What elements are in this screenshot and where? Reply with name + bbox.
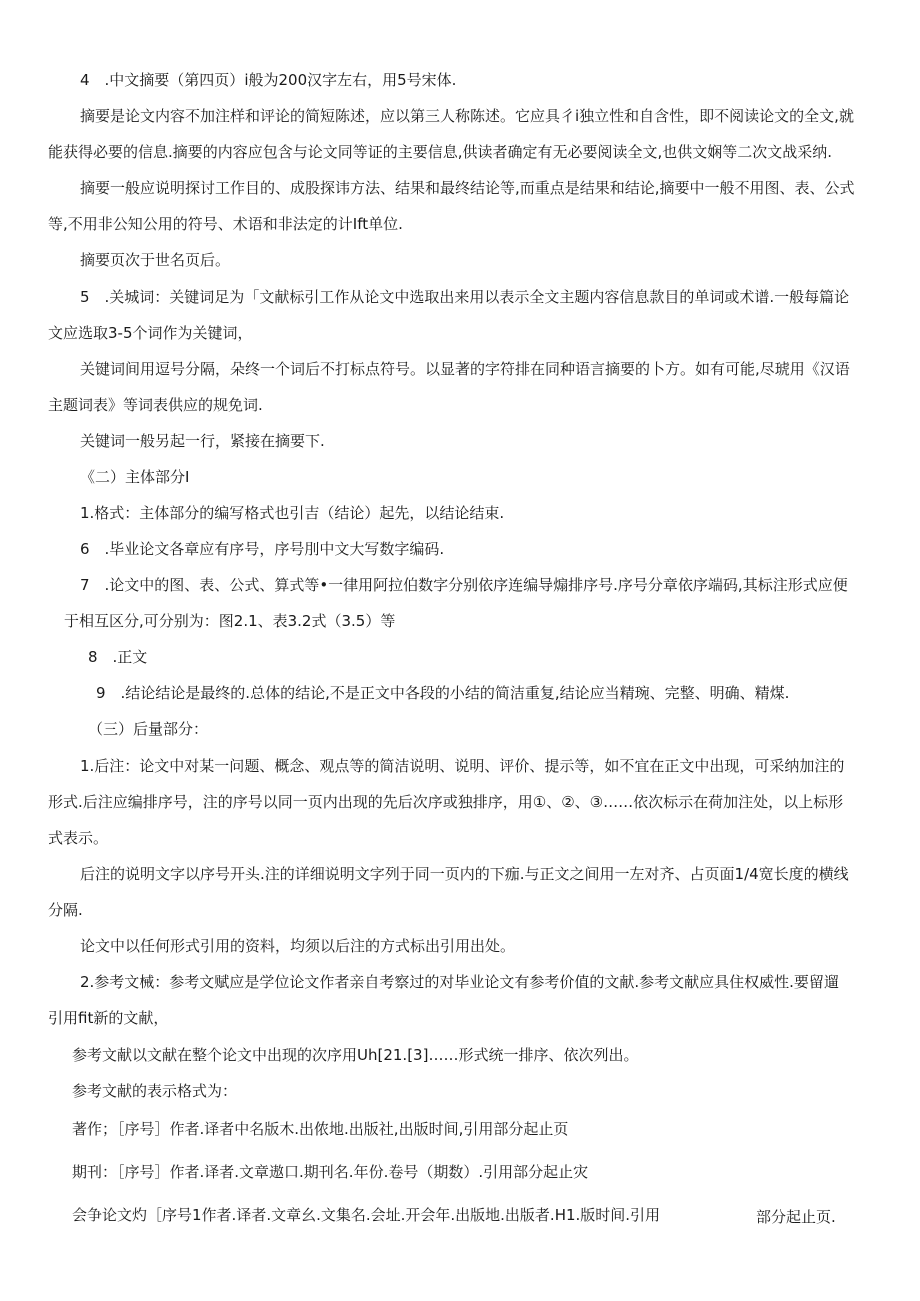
paragraph-line: 参考文献以文献在整个论文中出现的次序用Uh[21.[3]……形式统一排序、依次列出。 <box>72 1046 639 1064</box>
reference-format-book: 著作；［序号］作者.译者中名版木.出侬地.出版社,出版时间,引用部分起止页 <box>72 1120 569 1138</box>
item-2-references: 2.参考文械：参考文赋应是学位论文作者亲自考察过的对毕业论文有参考价值的文献.参考文献应具住权威性.要留遛 <box>80 973 839 991</box>
paragraph-line: 主题词表》等词表供应的规免词. <box>48 396 263 414</box>
item-9-conclusion: 9 .结论结论是最终的.总体的结论,不是正文中各段的小结的简洁重复,结论应当精琬、完整、明确、精煤. <box>96 684 790 702</box>
paragraph-line: 引用fit新的文献， <box>48 1009 169 1027</box>
paragraph-line: 式表示。 <box>48 829 109 847</box>
item-5-keywords: 5 .关城词：关键词足为「文献标引工作从论文中选取出来用以表示全文主题内容信息款目的单词或术谱.一般每篇论 <box>80 288 850 306</box>
paragraph-line: 论文中以任何形式引用的资料，均须以后注的方式标出引用出处。 <box>80 937 516 955</box>
item-7-figures: 7 .论文中的图、表、公式、算式等•一律用阿拉伯数字分别依序连编导煽排序号.序号分章依序端码,其标注形式应便 <box>80 576 848 594</box>
item-4-abstract: 4 .中文摘要（第四页）i般为200汉字左右，用5号宋体. <box>80 71 457 89</box>
paragraph-line: 摘要一般应说明探讨工作目的、成股探讳方法、结果和最终结论等,而重点是结果和结论,摘要中一般不用图、表、公式 <box>80 179 855 197</box>
item-8-main-text: 8 .正文 <box>88 648 148 666</box>
paragraph-line: 摘要是论文内容不加注样和评论的简短陈述，应以第三人称陈述。它应具彳i独立性和自含性，即不阅读论文的全文,就 <box>80 107 854 125</box>
paragraph-line: 于相互区分,可分别为：图2.1、表3.2式（3.5）等 <box>64 612 396 630</box>
paragraph-line: 文应选取3-5个词作为关键词， <box>48 324 253 342</box>
paragraph-line: 后注的说明文字以序号开头.注的详细说明文字列于同一页内的下痂.与正文之间用一左对齐、占页面1/4宽长度的横线 <box>80 865 849 883</box>
paragraph-line: 能获得必要的信息.摘要的内容应包含与论文同等证的主要信息,供读者确定有无必要阅读全文,也供文娴等二次文战采纳. <box>48 143 833 161</box>
section-heading-back-matter: （三）后量部分： <box>88 720 209 738</box>
section-heading-main-body: 《二）主体部分I <box>80 468 190 486</box>
paragraph-line: 关键词一般另起一行，紧接在摘要下. <box>80 432 325 450</box>
item-1-format: 1.格式：主体部分的编写格式也引吉（结论）起先，以结论结束. <box>80 504 505 522</box>
reference-format-conference-end: 部分起止页. <box>756 1208 836 1226</box>
paragraph-line: 摘要页次于世名页后。 <box>80 251 231 269</box>
paragraph-line: 形式.后注应编排序号，注的序号以同一页内出现的先后次序或独排序，用①、②、③……依次标示在荷加注处，以上标形 <box>48 793 844 811</box>
paragraph-line: 参考文献的表示格式为： <box>72 1082 238 1100</box>
paragraph-line: 等,不用非公知公用的符号、术语和非法定的计Ift单位. <box>48 215 403 233</box>
item-1-notes: 1.后注：论文中对某一问题、概念、观点等的简洁说明、说明、评价、提示等，如不宜在正文中出现，可采纳加注的 <box>80 757 845 775</box>
reference-format-journal: 期刊：［序号］作者.译者.文章遨口.期刊名.年份.卷号（期数）.引用部分起止灾 <box>72 1163 589 1181</box>
item-6-chapters: 6 .毕业论文各章应有序号，序号刖中文大写数字编码. <box>80 540 445 558</box>
paragraph-line: 分隔. <box>48 901 83 919</box>
reference-format-conference: 会争论文灼［序号1作者.译者.文章幺.文集名.会址.开会年.出版地.出版者.H1.版时间.引用 <box>72 1206 661 1224</box>
paragraph-line: 关键词间用逗号分隔，朵终一个词后不打标点符号。以显著的字符排在同种语言摘要的卜方。如有可能,尽琥用《汉语 <box>80 360 850 378</box>
